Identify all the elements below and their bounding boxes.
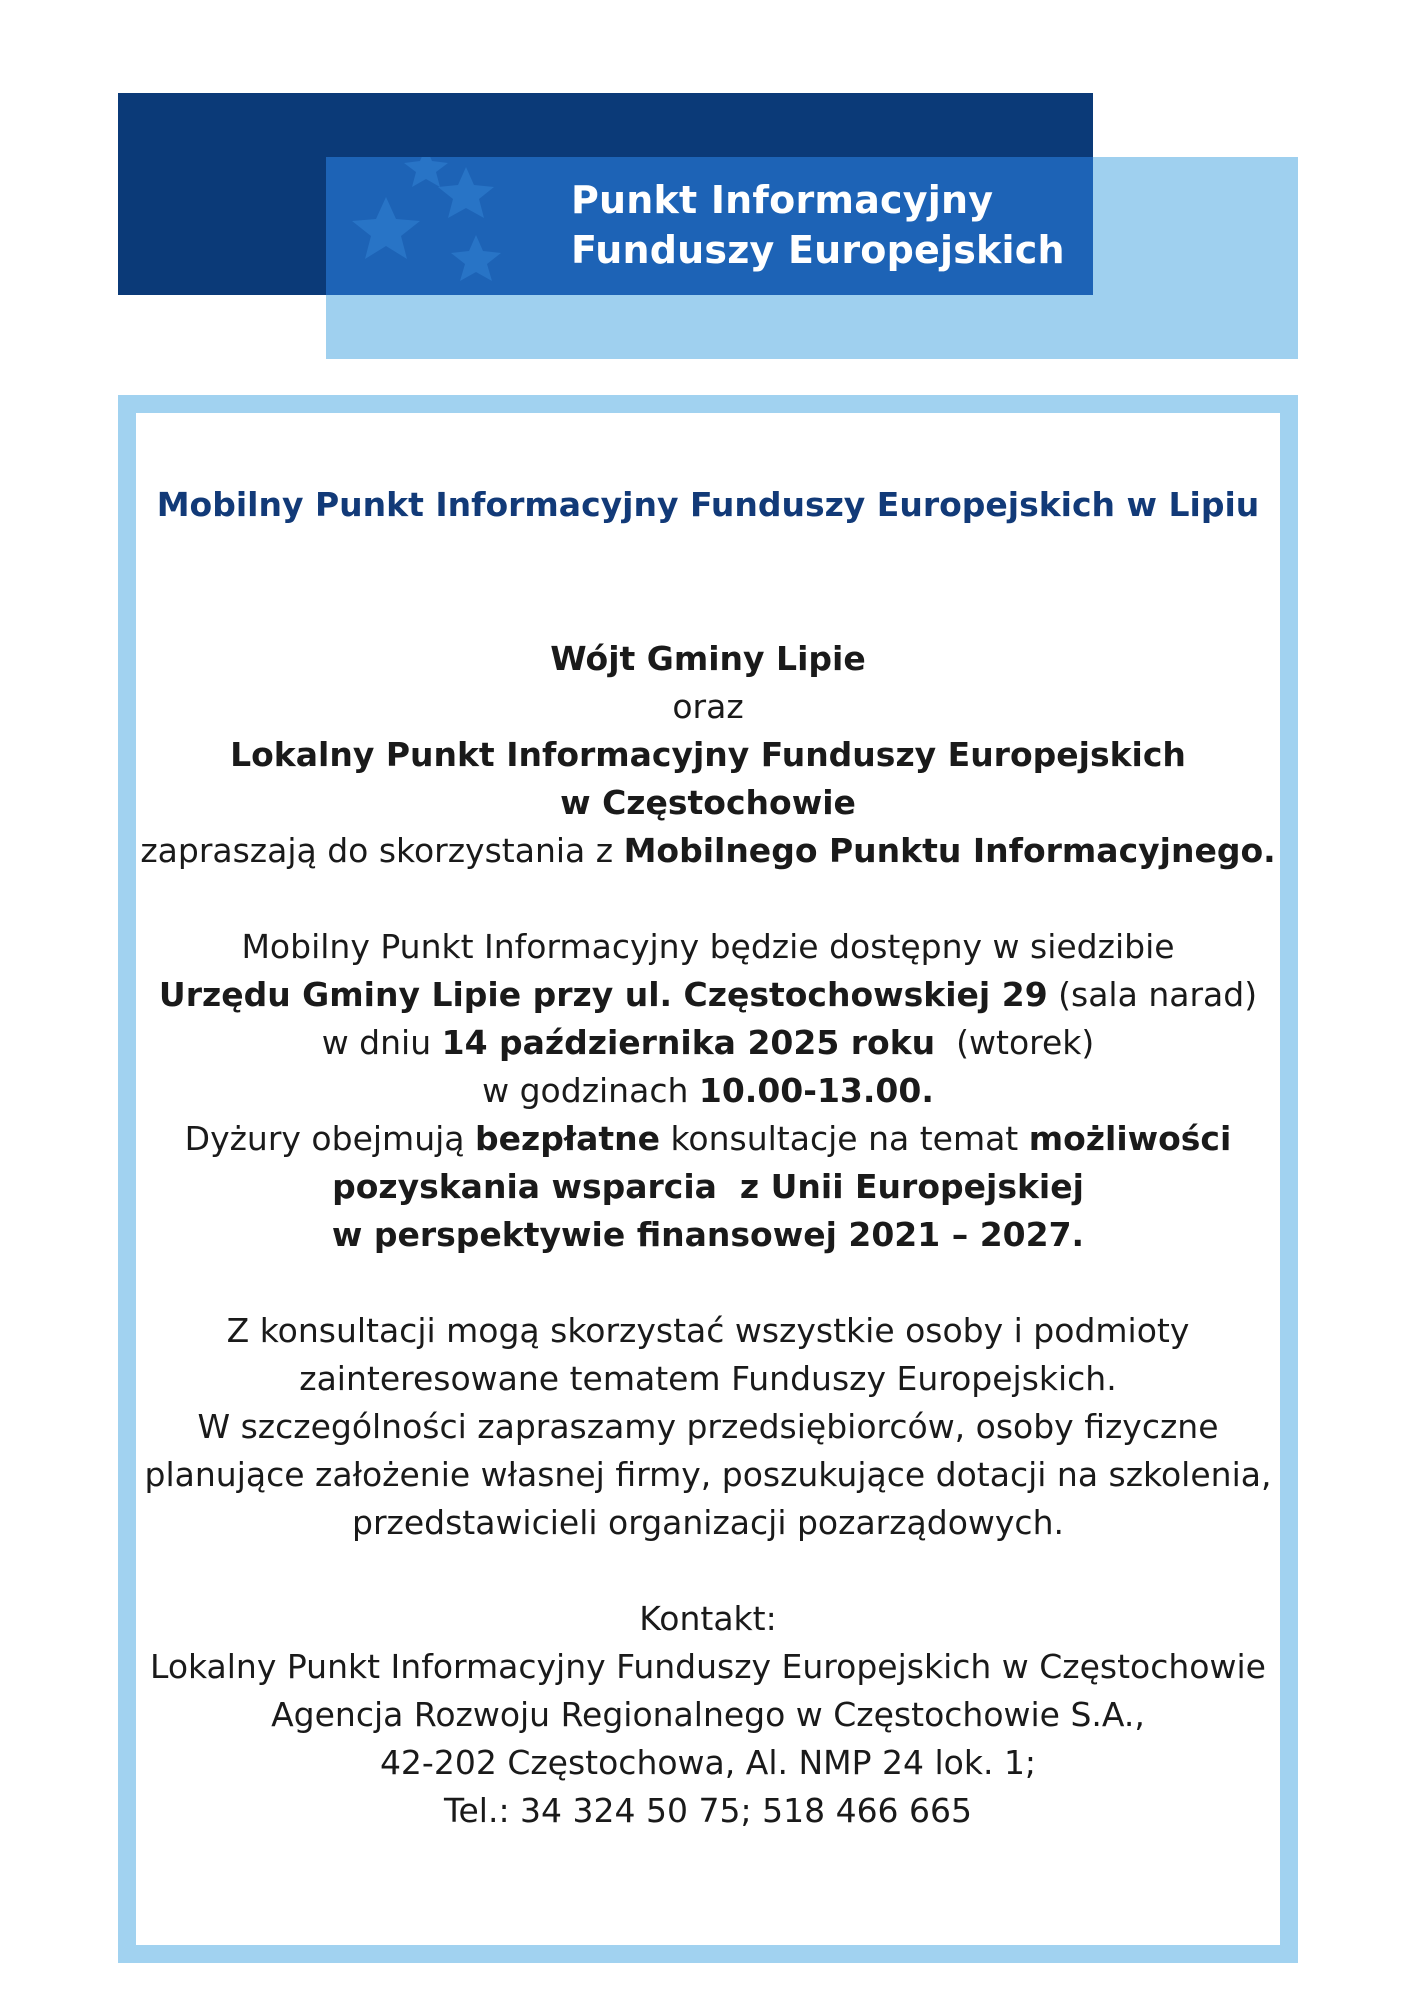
contact-label: Kontakt: [639,1599,777,1638]
page-title: Mobilny Punkt Informacyjny Funduszy Europejskich w Lipiu [156,485,1260,524]
audience-line-4: planujące założenie własnej firmy, poszukujące dotacji na szkolenia, [144,1455,1272,1494]
date-line: w dniu 14 października 2025 roku (wtorek) [321,1023,1095,1062]
audience-line-1: Z konsultacji mogą skorzystać wszystkie osoby i podmioty [226,1311,1190,1350]
logo-line-1: Punkt Informacyjny [571,178,994,222]
content-frame [118,395,1298,1963]
audience-line-3: W szczególności zapraszamy przedsiębiorców, osoby fizyczne [197,1407,1219,1446]
details-line-1: Mobilny Punkt Informacyjny będzie dostępny w siedzibie [241,927,1175,966]
hours-line: w godzinach 10.00-13.00. [482,1071,934,1110]
eu-stars-icon [326,157,546,295]
partner-name: Lokalny Punkt Informacyjny Funduszy Europejskich w Częstochowie [230,735,1186,822]
announcement-body [136,635,1280,1835]
logo-text [571,175,1065,275]
invite-line: zapraszają do skorzystania z Mobilnego Punktu Informacyjnego. [140,831,1276,870]
logo-line-2: Funduszy Europejskich [571,228,1065,272]
contact-line-1: Lokalny Punkt Informacyjny Funduszy Europejskich w Częstochowie [150,1647,1266,1686]
audience-line-2: zainteresowane tematem Funduszy Europejskich. [299,1359,1117,1398]
content [136,413,1280,1945]
contact-phone: Tel.: 34 324 50 75; 518 466 665 [443,1791,973,1830]
contact-line-2: Agencja Rozwoju Regionalnego w Częstochowie S.A., [271,1695,1145,1734]
audience-line-5: przedstawicieli organizacji pozarządowych. [352,1503,1064,1542]
location-line: Urzędu Gminy Lipie przy ul. Częstochowskiej 29 (sala narad) [158,975,1258,1014]
contact-line-3: 42-202 Częstochowa, Al. NMP 24 lok. 1; [379,1743,1037,1782]
conjunction: oraz [672,687,744,726]
duty-line-2: pozyskania wsparcia z Unii Europejskiej [332,1167,1084,1206]
host-name: Wójt Gminy Lipie [550,639,866,678]
duty-line-1: Dyżury obejmują bezpłatne konsultacje na temat możliwości [184,1119,1232,1158]
logo-mid-block [326,157,1093,295]
duty-line-3: w perspektywie finansowej 2021 – 2027. [331,1215,1085,1254]
